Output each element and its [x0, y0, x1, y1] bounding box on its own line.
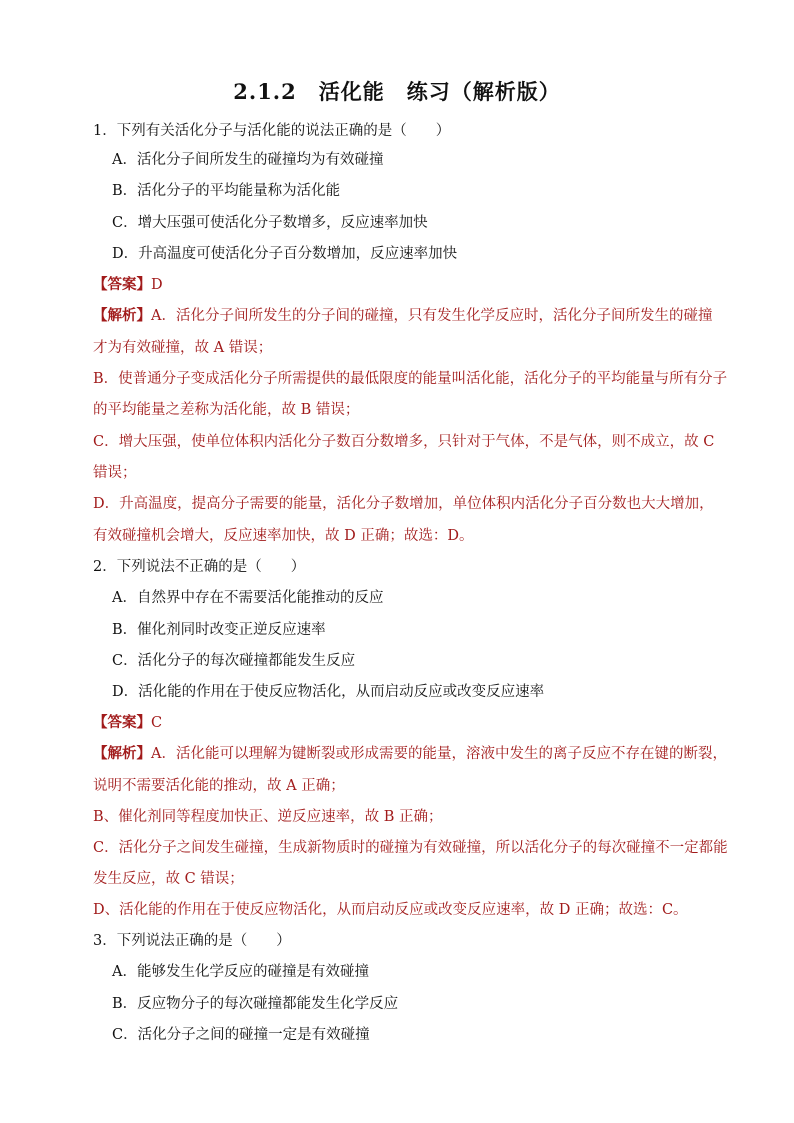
question-2-analysis-line: B、催化剂同等程度加快正、逆反应速率，故 B 正确； — [93, 809, 443, 825]
question-2-option-b: B．催化剂同时改变正逆反应速率 — [112, 622, 326, 638]
answer-value: D — [151, 277, 163, 293]
question-2-analysis-line: C．活化分子之间发生碰撞，生成新物质时的碰撞为有效碰撞，所以活化分子的每次碰撞不一定都能 — [93, 840, 728, 856]
question-1-option-c: C．增大压强可使活化分子数增多，反应速率加快 — [112, 215, 428, 231]
question-2-stem: 2．下列说法不正确的是（ ） — [93, 559, 306, 575]
question-2-analysis-line: 发生反应，故 C 错误； — [93, 871, 244, 887]
question-1-option-d: D．升高温度可使活化分子百分数增加，反应速率加快 — [112, 246, 458, 262]
page-title: 2.1.2 活化能 练习（解析版） — [233, 79, 561, 104]
analysis-tag: 【解析】 — [93, 745, 151, 762]
question-1-analysis-line: B．使普通分子变成活化分子所需提供的最低限度的能量叫活化能，活化分子的平均能量与所有分子 — [93, 371, 728, 387]
answer-value: C — [151, 715, 163, 731]
question-3-option-b: B．反应物分子的每次碰撞都能发生化学反应 — [112, 996, 399, 1012]
question-1-analysis-line: 错误； — [93, 465, 137, 481]
question-2-analysis-line: 说明不需要活化能的推动，故 A 正确； — [93, 778, 345, 794]
question-3-option-c: C．活化分子之间的碰撞一定是有效碰撞 — [112, 1027, 370, 1043]
question-3-stem: 3．下列说法正确的是（ ） — [93, 933, 291, 949]
question-1-analysis-line — [93, 306, 713, 326]
question-2-answer — [93, 713, 713, 733]
question-1-answer — [93, 275, 713, 295]
answer-tag: 【答案】 — [93, 276, 151, 293]
question-1-analysis-line: C．增大压强，使单位体积内活化分子数百分数增多，只针对于气体，不是气体，则不成立，故 C — [93, 434, 715, 450]
question-2-analysis-line: D、活化能的作用在于使反应物活化，从而启动反应或改变反应速率，故 D 正确；故选：C。 — [93, 902, 688, 918]
question-1-option-a: A．活化分子间所发生的碰撞均为有效碰撞 — [112, 152, 384, 168]
analysis-tag: 【解析】 — [93, 307, 151, 324]
question-1-analysis-line: 有效碰撞机会增大，反应速率加快，故 D 正确；故选：D。 — [93, 528, 474, 544]
question-2-analysis-line — [93, 744, 727, 764]
question-1-stem: 1．下列有关活化分子与活化能的说法正确的是（ ） — [93, 123, 451, 139]
question-2-option-d: D．活化能的作用在于使反应物活化，从而启动反应或改变反应速率 — [112, 684, 545, 700]
answer-tag: 【答案】 — [93, 714, 151, 731]
question-1-analysis-line: D．升高温度，提高分子需要的能量，活化分子数增加，单位体积内活化分子百分数也大大增加， — [93, 496, 714, 512]
analysis-text: A．活化分子间所发生的分子间的碰撞，只有发生化学反应时，活化分子间所发生的碰撞 — [151, 308, 713, 324]
question-2-option-c: C．活化分子的每次碰撞都能发生反应 — [112, 653, 356, 669]
question-1-analysis-line: 的平均能量之差称为活化能，故 B 错误； — [93, 402, 360, 418]
question-1-option-b: B．活化分子的平均能量称为活化能 — [112, 183, 341, 199]
analysis-text: A．活化能可以理解为键断裂或形成需要的能量，溶液中发生的离子反应不存在键的断裂， — [151, 746, 727, 762]
question-1-analysis-line: 才为有效碰撞，故 A 错误； — [93, 340, 273, 356]
question-2-option-a: A．自然界中存在不需要活化能推动的反应 — [112, 590, 384, 606]
question-3-option-a: A．能够发生化学反应的碰撞是有效碰撞 — [112, 964, 369, 980]
